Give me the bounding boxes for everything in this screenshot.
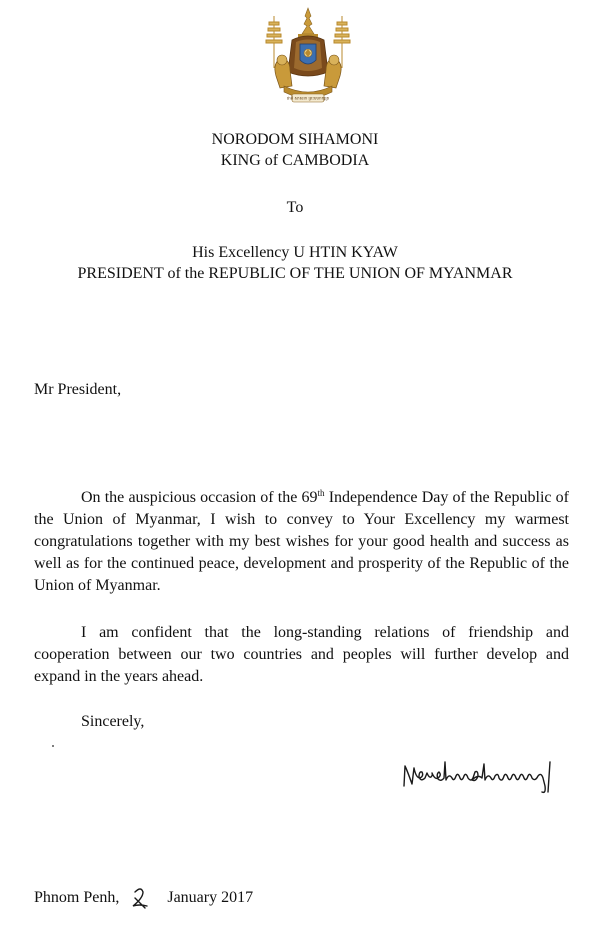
place-name: Phnom Penh,	[34, 889, 120, 906]
recipient-title: PRESIDENT of the REPUBLIC OF THE UNION OF MYANMAR	[77, 265, 513, 282]
handwritten-day-icon	[125, 888, 161, 908]
sender-title: KING of CAMBODIA	[220, 152, 370, 169]
royal-coat-of-arms-icon	[262, 6, 354, 114]
ordinal-suffix: th	[317, 488, 325, 498]
month-year: January 2017	[167, 889, 254, 906]
closing: Sincerely,	[81, 713, 145, 730]
date-line	[34, 888, 253, 908]
paragraph1-start: On the auspicious occasion of the 69	[81, 489, 318, 506]
paragraph-relations: I am confident that the long-standing relations of friendship and cooperation between our two countries and peoples will further develop and expand in the years ahead.	[34, 624, 569, 685]
to-label: To	[286, 199, 304, 216]
handwritten-signature-icon	[398, 756, 562, 798]
salutation: Mr President,	[34, 381, 122, 398]
paragraph1-rest: Independence Day of the Republic of the Union of Myanmar, I wish to convey to Your Excellency my warmest congratulations together with my best wishes for your good health and success as well as for the continued peace, development and prosperity of the Republic of the Union of Myanmar.	[34, 489, 569, 594]
paragraph-congratulations	[34, 487, 569, 597]
ink-speck	[52, 745, 54, 747]
recipient-name: His Excellency U HTIN KYAW	[192, 244, 398, 261]
sender-name: NORODOM SIHAMONI	[211, 131, 379, 148]
crest-motto: ជាតិ សាសនា ព្រះមហាក្សត្រ	[286, 95, 330, 101]
